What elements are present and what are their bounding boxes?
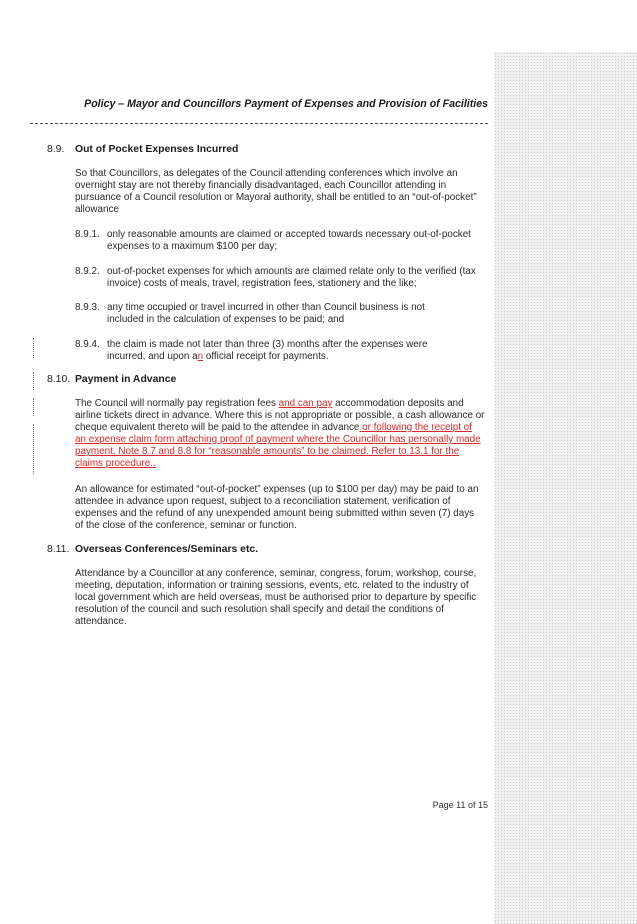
page-header-title: Policy – Mayor and Councillors Payment of Expenses and Provision of Facilities bbox=[84, 98, 488, 110]
section-number: 8.11. bbox=[47, 544, 70, 555]
section-paragraph: Attendance by a Councillor at any conference, seminar, congress, forum, workshop, course, meeting, deputation, information or training sessions, events, etc. related to the industry of local government which are held overseas, must be authorised prior to departure by specific resolution of the council and such resolution shall specify and detail the conditions of attendance. bbox=[75, 568, 477, 627]
section-paragraph: An allowance for estimated “out-of-pocket” expenses (up to $100 per day) may be paid to an attendee in advance upon request, subject to a reconciliation statement, verification of expenses and the refund of any unexpended amount being submitted within seven (7) days of the close of the conference, seminar or function. bbox=[75, 484, 479, 531]
change-bar bbox=[33, 372, 34, 390]
section-paragraph: The Council will normally pay registration fees and can pay accommodation deposits and airline tickets direct in advance. Where this is not appropriate or possible, a cash allowance or cheque equivalent thereto will be paid to the attendee in advance or following the receipt of an expense claim form attaching proof of payment where the Councillor has personally made payment. Note 8.7 and 8.8 for “reasonable amounts” to be claimed. Refer to 13.1 for the claims procedure.. bbox=[75, 398, 485, 469]
header-divider bbox=[30, 123, 488, 124]
section-title: Payment in Advance bbox=[75, 374, 177, 385]
section-number: 8.9. bbox=[47, 144, 65, 155]
section-intro: So that Councillors, as delegates of the Council attending conferences which involve an overnight stay are not thereby financially disadvantaged, each Councillor attending in pursuance of a Council resolution or Mayoral authority, shall be entitled to an “out-of-pocket” allowance bbox=[75, 168, 477, 215]
tracked-insertion: or following the receipt of an expense claim form attaching proof of payment where the Councillor has personally made payment. Note 8.7 and 8.8 for “reasonable amounts” to be claimed. Refer to 13.1 for the claims procedure. bbox=[75, 422, 481, 469]
item-text: any time occupied or travel incurred in other than Council business is not included in the calculation of expenses to be paid; and bbox=[107, 302, 425, 325]
markup-pane bbox=[494, 52, 637, 924]
section-number: 8.10. bbox=[47, 374, 71, 385]
tracked-insertion: and can pay bbox=[278, 398, 333, 409]
section-title: Overseas Conferences/Seminars etc. bbox=[75, 544, 259, 555]
change-bar bbox=[33, 398, 34, 416]
item-number: 8.9.1. bbox=[75, 229, 100, 240]
page-number: Page 11 of 15 bbox=[432, 800, 488, 810]
item-text: out-of-pocket expenses for which amounts are claimed relate only to the verified (tax invoice) costs of meals, travel, registration fees, stationery and the like; bbox=[107, 266, 476, 289]
item-number: 8.9.3. bbox=[75, 302, 100, 313]
change-bar bbox=[33, 338, 34, 358]
change-bar bbox=[33, 424, 34, 474]
item-number: 8.9.2. bbox=[75, 266, 100, 277]
section-title: Out of Pocket Expenses Incurred bbox=[75, 144, 239, 155]
item-text: only reasonable amounts are claimed or accepted towards necessary out-of-pocket expenses to a maximum $100 per day; bbox=[107, 229, 471, 252]
item-text: the claim is made not later than three (3) months after the expenses were incurred, and upon an official receipt for payments. bbox=[107, 339, 428, 362]
tracked-insertion: n bbox=[197, 351, 204, 362]
item-number: 8.9.4. bbox=[75, 339, 100, 350]
